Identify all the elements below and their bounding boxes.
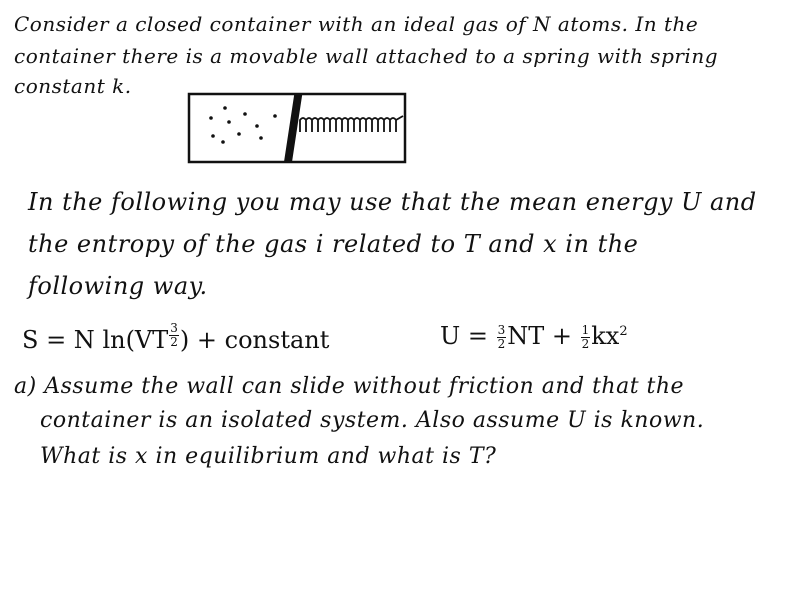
energy-frac1-den: 2: [497, 337, 506, 351]
entropy-exponent-fraction: [169, 322, 179, 349]
intro-line-1: Consider a closed container with an ideal gas of N atoms. In the: [14, 12, 699, 36]
intro-line-3: constant k.: [14, 74, 132, 98]
entropy-equation: [22, 322, 329, 354]
question-a-line-2: container is an isolated system. Also assume U is known.: [40, 408, 705, 433]
energy-fraction-2: [581, 324, 591, 351]
gas-atoms: [209, 106, 277, 144]
question-a-line-1: a) Assume the wall can slide without friction and that the: [14, 374, 685, 399]
energy-lhs: U =: [440, 322, 496, 350]
movable-wall: [285, 96, 301, 162]
energy-equation: [440, 322, 628, 351]
container-diagram: [185, 90, 410, 168]
entropy-exp-den: 2: [170, 335, 178, 350]
energy-fraction-1: [497, 324, 507, 351]
energy-frac2-den: 2: [581, 337, 590, 351]
spring: [300, 116, 403, 132]
intro-line-2: container there is a movable wall attached to a spring with spring: [14, 44, 719, 68]
entropy-rhs: ) + constant: [179, 326, 330, 355]
question-a-line-3: What is x in equilibrium and what is T?: [40, 444, 497, 469]
paragraph-line-2: the entropy of the gas i related to T and x in the: [28, 230, 639, 258]
paragraph-line-3: following way.: [28, 272, 208, 300]
entropy-exp-num: 3: [170, 321, 178, 335]
energy-tail: kx: [591, 322, 620, 350]
entropy-lhs: S = N ln(VT: [22, 326, 169, 355]
energy-mid: NT +: [507, 322, 580, 350]
energy-exponent: 2: [619, 324, 628, 339]
paragraph-line-1: In the following you may use that the mean energy U and: [28, 188, 757, 216]
energy-frac1-num: 3: [497, 322, 506, 337]
energy-frac2-num: 1: [581, 322, 590, 337]
